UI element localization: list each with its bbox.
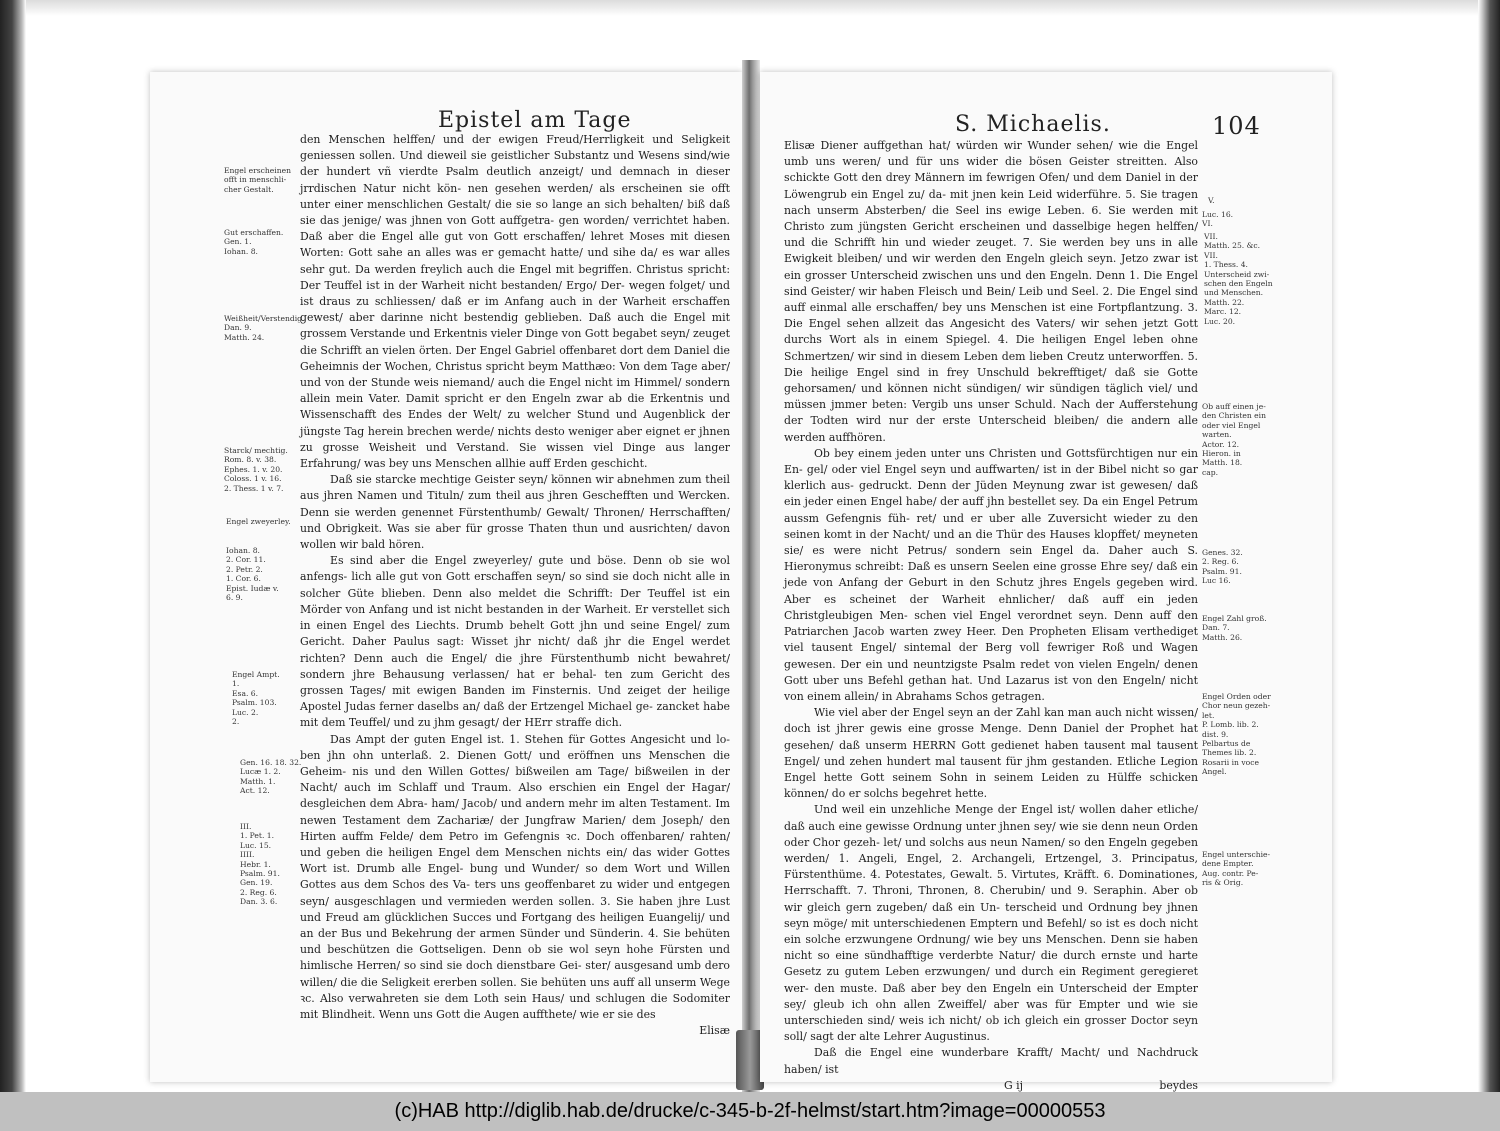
right-margin-note: Luc. 16. VI.	[1202, 210, 1234, 229]
source-footer	[0, 1092, 1500, 1131]
left-margin-note: Iohan. 8. 2. Cor. 11. 2. Petr. 2. 1. Cor. 6. Epist. Iudæ v. 6. 9.	[226, 546, 279, 603]
right-margin-note: VII. Matth. 25. &c. VII. 1. Thess. 4. Unterscheid zwi- schen den Engeln und Menschen. Matth. 22. Marc. 12. Luc. 20.	[1204, 232, 1273, 326]
book-gutter	[742, 60, 760, 1092]
scan-right-edge	[1478, 0, 1500, 1092]
left-running-head: Epistel am Tage	[438, 108, 632, 133]
right-paragraph: Wie viel aber der Engel seyn an der Zahl kan man auch nicht wissen/ doch ist jhrer gewis eine grosse Menge. Denn Daniel der Prophet hat gesehen/ daß unserm HERRN Gott gedienet haben tausent mal tausent Engel/ und zehen hundert mal tausent für jhm gestanden. Etliche Legion Engel hette Gott seinem Sohn in seinem Leiden zu Hülffe schicken können/ do er solchs begehret hette.	[784, 706, 1198, 801]
right-paragraph: Daß die Engel eine wunderbare Krafft/ Macht/ und Nachdruck haben/ ist	[784, 1046, 1198, 1076]
right-running-head: S. Michaelis.	[955, 112, 1111, 137]
copyright-source-url: (c)HAB http://diglib.hab.de/drucke/c-345-b-2f-helmst/start.htm?image=00000553	[394, 1100, 1106, 1122]
right-page-text	[784, 138, 1198, 1096]
left-margin-note: Weißheit/Verstendig. Dan. 9. Matth. 24.	[224, 314, 305, 342]
right-paragraph: Elisæ Diener auffgethan hat/ würden wir Wunder sehen/ wie die Engel umb uns weren/ und für uns wider die bösen Geister streitten. Also schickte Gott den drey Männern im fewrigen Ofen/ und dem Daniel in der Löwengrub ein Engel zu/ da- mit jnen kein Leid widerführe. 5. Sie tragen nach unserm Absterben/ die Seel ins ewige Leben. 6. Sie werden mit Christo zum jüngsten Gericht erscheinen und dasselbige hegen helffen/ und die Schrifft hin und wieder zeuget. 7. Sie werden bey uns in alle Ewigkeit bleiben/ und wir werden den Engeln gleich seyn. Jetzo zwar ist ein grosser Unterscheid zwischen uns und den Engeln. Denn 1. Die Engel sind Geister/ wir haben Fleisch und Bein/ Leib und Seel. 2. Die Engel sind auff einmal alle erschaffen/ bey uns Menschen ist eine Fortpflantzung. 3. Die Engel sehen allzeit das Angesicht des Vaters/ wir sehen jetzt Gott durchs Wort als in einem Spiegel. 4. Die heiligen Engel leben ohne Schmertzen/ wir sind in diesem Leben dem lieben Creutz unterworffen. 5. Die heilige Engel sind in frey Unschuld bekrefftiget/ daß sie Gotte gehorsamen/ und können nicht sündigen/ wir sündigen täglich viel/ und müssen jmmer beten: Vergib uns unser Schuld. Nach der Aufferstehung der Todten wird nur der erste Unterscheid bleiben/ die andern alle werden auffhören.	[784, 139, 1198, 444]
right-catchword: beydes	[1159, 1078, 1198, 1092]
left-paragraph: Daß sie starcke mechtige Geister seyn/ können wir abnehmen zum theil aus jhren Namen und Tituln/ zum theil aus jhren Geschefften und Wercken. Denn sie werden genennet Fürstenthumb/ Gewalt/ Thronen/ Herrschafften/ und Obrigkeit. Was sie aber für grosse Thaten thun und ausrichten/ davon wollen wir bald hören.	[300, 473, 730, 552]
right-margin-note: Engel Orden oder Chor neun gezeh- let. P. Lomb. lib. 2. dist. 9. Pelbartus de Themes lib. 2. Rosarii in voce Angel.	[1202, 692, 1271, 777]
right-margin-note: Genes. 32. 2. Reg. 6. Psalm. 91. Luc 16.	[1202, 548, 1243, 586]
right-margin-note: V.	[1208, 196, 1215, 205]
right-margin-note: Ob auff einen je- den Christen ein oder viel Engel warten. Actor. 12. Hieron. in Matth. 18. cap.	[1202, 402, 1266, 477]
left-page-text	[300, 132, 730, 1039]
page-number: 104	[1212, 112, 1261, 140]
left-margin-note: Engel Ampt. 1. Esa. 6. Psalm. 103. Luc. 2. 2.	[232, 670, 280, 727]
scan-left-edge	[0, 0, 26, 1092]
right-margin-note: Engel Zahl groß. Dan. 7. Matth. 26.	[1202, 614, 1267, 642]
right-paragraph: Und weil ein unzehliche Menge der Engel ist/ wollen daher etliche/ daß auch eine gewisse Ordnung unter jhnen sey/ wie sie denn neun Orden oder Chor gezeh- let/ und solchs aus neun Namen/ so den Engeln gegeben werden/ 1. Angeli, Engel, 2. Archangeli, Ertzengel, 3. Principatus, Fürstenthüme. 4. Potestates, Gewalt. 5. Virtutes, Kräfft. 6. Dominationes, Herrschafft. 7. Throni, Thronen, 8. Cherubin/ und 9. Seraphin. Aber ob wir gleich gern zugeben/ daß ein Un- terscheid und Ordnung bey jhnen seyn möge/ mit unterschiedenen Emptern und Befehl/ so ist es doch nicht ein solche erzwungene Ordnung/ wie bey uns Menschen. Denn sie haben nicht so eine sündhafftige verderbte Natur/ die durch ernste und harte Gesetz zu gutem Leben erzwungen/ und durch ein Regiment geregieret wer- den muste. Daß aber bey den Engeln ein Unterscheid der Empter sey/ gleub ich ohn allen Zweiffel/ aber was für Empter und wie sie unterschieden sind/ weis ich nicht/ ob ich gleich ein grosser Doctor seyn soll/ sagt der alte Lehrer Augustinus.	[784, 803, 1198, 1044]
left-margin-note: Starck/ mechtig. Rom. 8. v. 38. Ephes. 1. v. 20. Coloss. 1 v. 16. 2. Thess. 1 v. 7.	[224, 446, 288, 493]
right-margin-note: Engel unterschie- dene Empter. Aug. contr. Pe- ris & Orig.	[1202, 850, 1271, 888]
left-paragraph: den Menschen helffen/ und der ewigen Freud/Herrligkeit und Seligkeit geniessen sollen. Und dieweil sie geistlicher Substantz und Wesens sind/wie der hundert vñ vierdte Psalm deutlich anzeigt/ und demnach in dieser jrrdischen Natur nicht kön- nen gesehen werden/ als erscheinen sie offt unter einer menschlichen Gestalt/ die sie so lange an sich behalten/ biß daß sie das jenige/ was jhnen von Gott auffgetra- gen worden/ verrichtet haben. Daß aber die Engel alle gut von Gott erschaffen/ lehret Moses mit diesen Worten: Gott sahe an alles was er gemacht hatte/ und sihe da/ es war alles sehr gut. Da werden freylich auch die Engel mit begriffen. Christus spricht: Der Teuffel ist in der Warheit nicht bestanden/ Ergo/ Der- wegen folget/ und ist draus zu schliessen/ daß er im Anfang auch in der Warheit erschaffen gewest/ aber darinne nicht bestendig geblieben. Daß auch die Engel mit grossem Verstande und Erkentnis vieler Dinge von Gott begabet seyn/ zeuget die Schrifft an vielen örten. Der Engel Gabriel offenbaret dort dem Daniel die Geheimnis der Wochen, Christus spricht beym Matthæo: Von dem Tage aber/ und von der Stunde weis niemand/ auch die Engel nicht im Himmel/ sondern allein mein Vater. Damit spricht er den Engeln zwar ab die Erkentnis und Wissenschafft des Endes der Welt/ zu welcher Stund und Augenblick der jüngste Tag herein brechen werde/ nichts desto weniger aber eignet er jhnen zu grosse Weisheit und Verstand. Sie wissen viel Dinge aus langer Erfahrung/ was bey uns Menschen allhie auff Erden geschicht.	[300, 133, 730, 471]
right-paragraph: Ob bey einem jeden unter uns Christen und Gottsfürchtigen nur ein En- gel/ oder viel Engel seyn und auffwarten/ ist in der Bibel nicht so gar klerlich aus- gedruckt. Denn der Jüden Meynung zwar ist gewesen/ daß ein jeder einen Engel habe/ der auff jhn bestellet sey. Da ein Engel Petrum aussm Gefengnis füh- ret/ und er uber alle Zuversicht wieder zu den seinen komt in der Nacht/ und an die Thür des Hauses klopffet/ meyneten sie/ es were nicht Petrus/ sondern sein Engel da. Daher auch S. Hieronymus schreibt: Daß es unsern Seelen eine grosse Ehre sey/ daß ein jede von Anfang der Geburt in den Schutz jhres Engels gegeben wird. Aber es scheinet der Warheit ehnlicher/ daß auff ein jeden Christgleubigen Men- schen viel Engel verordnet seyn. Denn auff den Patriarchen Jacob warten zwey Heer. Den Propheten Elisam verthediget viel tausent Engel/ sintemal der Berg voll fewriger Roß und Wagen gewesen. Der ein und neuntzigste Psalm redet von vielen Engeln/ denen Gott uber uns Befehl gethan hat. Und Lazarus ist von den Engeln/ nicht von einem allein/ in Abrahams Schos getragen.	[784, 446, 1198, 703]
left-margin-note: Engel zweyerley.	[226, 517, 291, 526]
left-catchword: Elisæ	[699, 1024, 730, 1038]
left-margin-note: Gut erschaffen. Gen. 1. Iohan. 8.	[224, 228, 284, 256]
page-signature: G ij	[1004, 1078, 1024, 1092]
left-paragraph: Das Ampt der guten Engel ist. 1. Stehen für Gottes Angesicht und lo- ben jhn ohn unterlaß. 2. Dienen Gott/ und eröffnen uns Menschen die Geheim- nis und den Willen Gottes/ bißweilen am Tage/ bißweilen in der Nacht/ auch im Schlaff und Traum. Also erschien ein Engel der Hagar/ desgleichen dem Abra- ham/ Jacob/ und andern mehr im alten Testament. Im newen Testament dem Zachariæ/ der Jungfraw Marien/ dem Joseph/ den Hirten auffm Felde/ dem Petro im Gefengnis ꝛc. Doch offenbaren/ rahten/ und geben die heiligen Engel dem Menschen nichts ein/ das wider Gottes Wort ist. Drumb alle Engel- bung und Wunder/ so dem Wort und Willen Gottes aus dem Schos des Va- ters uns geoffenbaret zu wider und entgegen seyn/ ausgeschlagen und vermieden werden sollen. 3. Sie haben jhre Lust und Freud am glücklichen Succes und Fortgang des heiligen Euangelij/ und an der Bus und Bekehrung der armen Sünder und Sünderin. 4. Sie behüten und beschützen die Gottseligen. Denn ob sie wol seyn hohe Fürsten und himlische Herren/ so sind sie doch dienstbare Gei- ster/ ausgesand umb dero willen/ die die Seligkeit ererben sollen. Sie behüten uns auff all unserm Wege ꝛc. Also verwahreten sie dem Loth sein Haus/ und schlugen die Sodomiter mit Blindheit. Wenn uns Gott die Augen auffthete/ wie er sie des	[300, 732, 730, 1021]
scan-top-edge	[0, 0, 1500, 16]
left-margin-note: III. 1. Pet. 1. Luc. 15. IIII. Hebr. 1. Psalm. 91. Gen. 19. 2. Reg. 6. Dan. 3. 6.	[240, 822, 280, 907]
left-margin-note: Engel erscheinen offt in menschli- cher Gestalt.	[224, 166, 291, 194]
left-margin-note: Gen. 16. 18. 32. Lucæ 1. 2. Matth. 1. Act. 12.	[240, 758, 302, 796]
left-paragraph: Es sind aber die Engel zweyerley/ gute und böse. Denn ob sie wol anfengs- lich alle gut von Gott erschaffen seyn/ so sind sie doch nicht alle in solcher Güte blieben. Denn also meldet die Schrifft: Der Teuffel ist ein Mörder von Anfang und ist nicht bestanden in der Warheit. Er verstellet sich in einen Engel des Liechts. Drumb behelt Gott jhn und seine Engel/ zum Gericht. Daher Paulus sagt: Wisset jhr nicht/ daß jhr die Engel werdet richten? Denn auch die Engel/ die jhre Fürstenthumb nicht bewahret/ sondern jhre Behausung verlassen/ hat er behal- ten zum Gericht des grossen Tages/ mit ewigen Banden im Finsternis. Und zeiget der heilige Apostel Judas ferner daselbs an/ daß der Ertzengel Michael ge- zancket habe mit dem Teuffel/ und zu jhm gesagt/ der HErr straffe dich.	[300, 554, 730, 730]
